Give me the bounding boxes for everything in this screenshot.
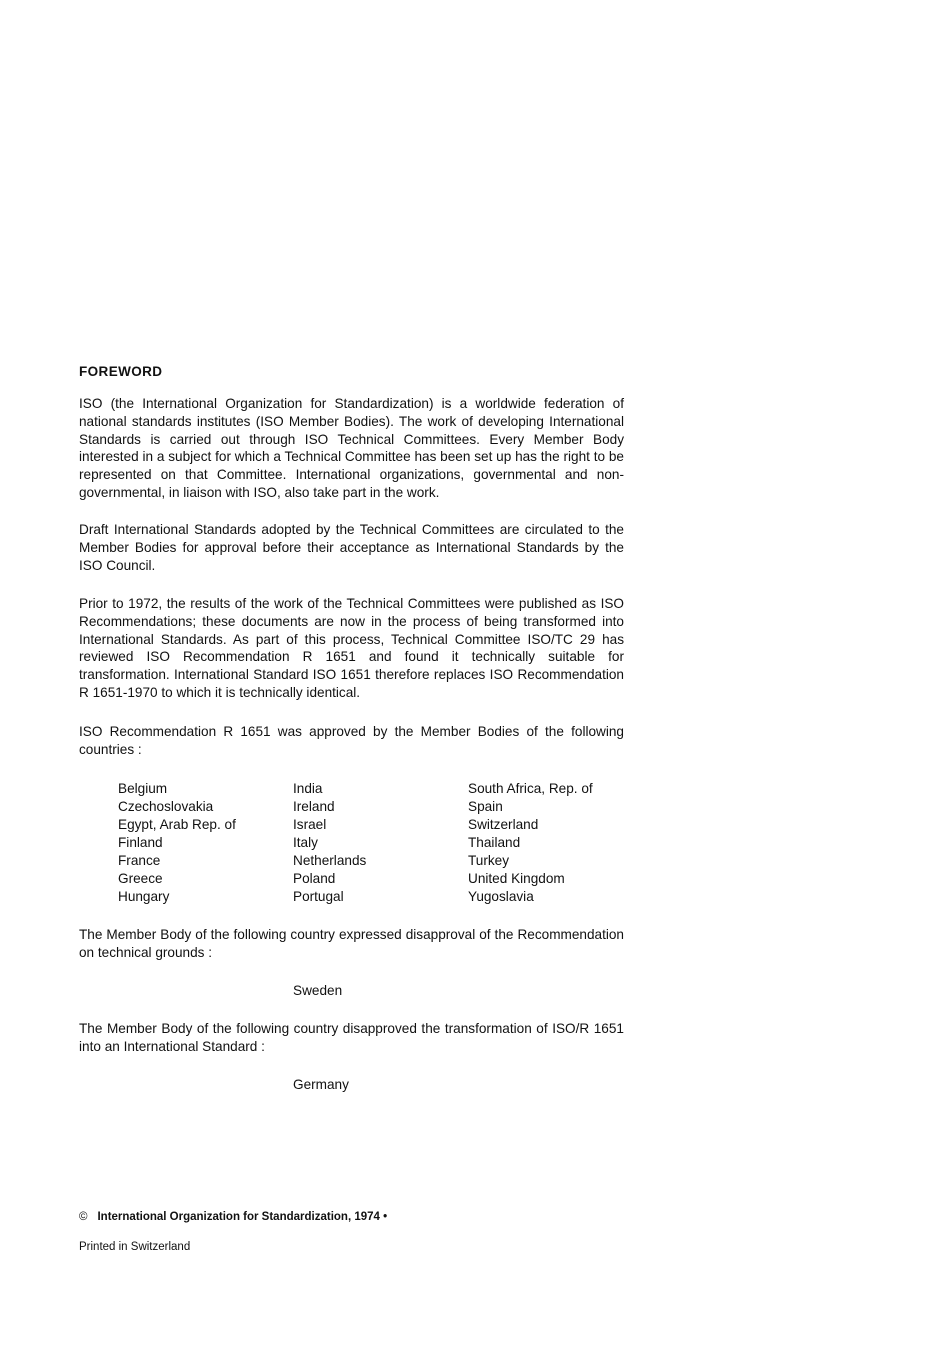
country-name: Greece [118,871,163,886]
country-name: Ireland [293,799,335,814]
country-list-column-2 [293,780,366,906]
foreword-heading: FOREWORD [79,364,163,379]
country-name: Poland [293,871,336,886]
country-name: Switzerland [468,817,539,832]
country-name: South Africa, Rep. of [468,781,593,796]
country-name: Turkey [468,853,510,868]
country-name: Thailand [468,835,521,850]
foreword-paragraph-3: Prior to 1972, the results of the work of the Technical Committees were published as ISO Recommendations; these documents are now in the process of being transformed into International Standards. As part of this process, Technical Committee ISO/TC 29 has reviewed ISO Recommendation R 1651 and found it technically suitable for transformation. International Standard ISO 1651 therefore replaces ISO Recommendation R 1651-1970 to which it is technically identical. [79,596,624,700]
country-name: Yugoslavia [468,889,534,904]
copyright-text: International Organization for Standardization, 1974 • [97,1211,388,1223]
copyright-symbol: © [79,1211,88,1223]
country-name: Finland [118,835,163,850]
approval-intro: ISO Recommendation R 1651 was approved by the Member Bodies of the following countries : [79,724,624,757]
country-list-column-1 [118,780,236,906]
country-name: France [118,853,161,868]
country-name: Italy [293,835,318,850]
country-name: Hungary [118,889,170,904]
disapproval-paragraph: The Member Body of the following country expressed disapproval of the Recommendation on technical grounds : [79,927,624,960]
country-name: Spain [468,799,503,814]
country-list-column-3 [468,780,593,906]
country-name: United Kingdom [468,871,565,886]
foreword-paragraph-2: Draft International Standards adopted by the Technical Committees are circulated to the Member Bodies for approval before their acceptance as International Standards by the ISO Council. [79,522,624,573]
printed-note: Printed in Switzerland [79,1241,191,1253]
country-name: Portugal [293,889,344,904]
country-name: Czechoslovakia [118,799,214,814]
country-name: Netherlands [293,853,367,868]
transformation-disapproval-country: Germany [293,1077,349,1092]
country-name: Belgium [118,781,168,796]
country-name: Egypt, Arab Rep. of [118,817,236,832]
country-name: Israel [293,817,327,832]
foreword-paragraph-1: ISO (the International Organization for Standardization) is a worldwide federation of national standards institutes (ISO Member Bodies). The work of developing International Standards is carried out through ISO Technical Committees. Every Member Body interested in a subject for which a Technical Committee has been set up has the right to be represented on that Committee. International organizations, governmental and non-governmental, in liaison with ISO, also take part in the work. [79,396,624,500]
copyright-line [79,1211,387,1223]
disapproval-country: Sweden [293,983,343,998]
country-name: India [293,781,323,796]
transformation-disapproval-paragraph: The Member Body of the following country disapproved the transformation of ISO/R 1651 into an International Standard : [79,1021,624,1054]
